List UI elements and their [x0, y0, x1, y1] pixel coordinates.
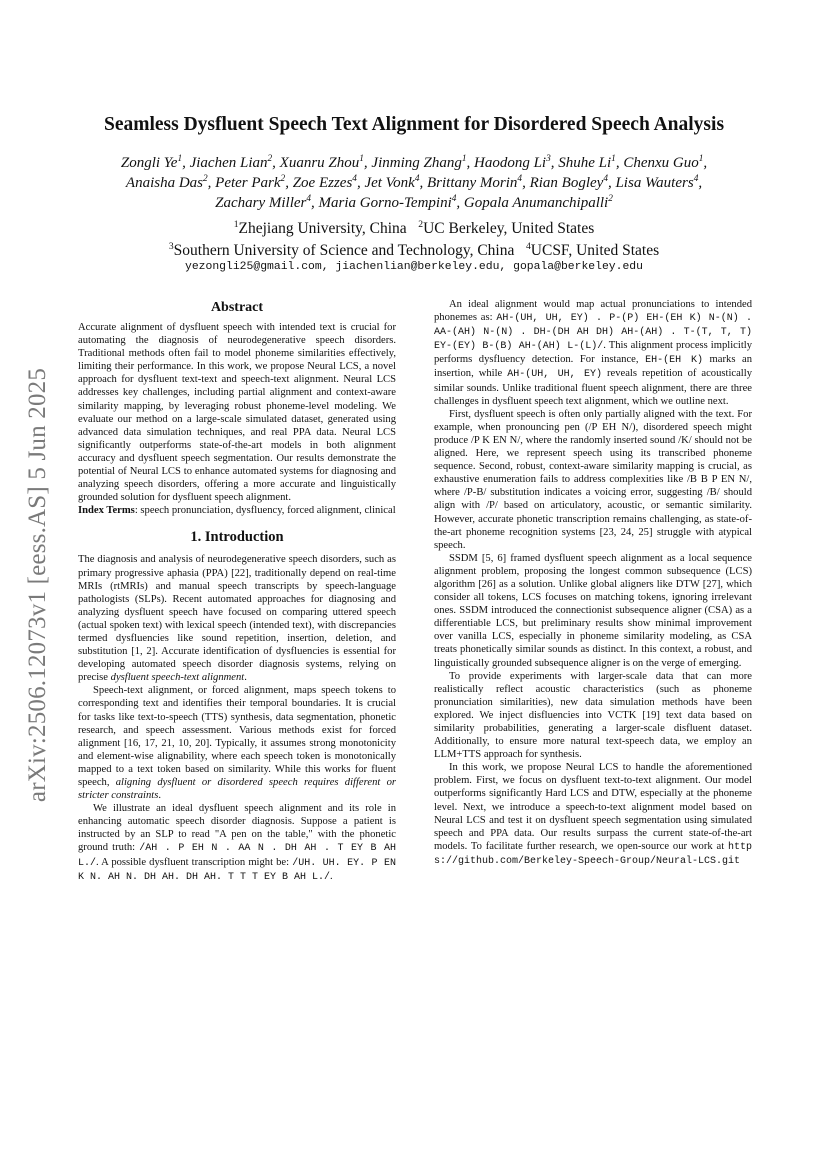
right-paragraph-3: SSDM [5, 6] framed dysfluent speech alignment as a local sequence alignment problem, proposing the longest common subsequence (LCS) algorithm [26] as a solution. Unlike global aligners like DTW [27], which consider all tokens, LCS focuses on matching tokens, ignoring irrelevant ones. SSDM introduced the connectionist subsequence aligner (CSA) as a differentiable LCS, but preliminary results show minimal improvement over vanilla LCS, especially in phoneme similarity modeling, as CSA treats phonetically similar sounds as distinct. In this context, a robust, and linguistically grounded subsequence aligner is on the verge of emerging.	[434, 552, 752, 669]
left-column	[78, 298, 396, 884]
author-line-1: Zongli Ye$^1$, Jiachen Lian$^2$, Xuanru Zhou$^1$, Jinming Zhang$^1$, Haodong Li$^3$, Shuhe Li$^1$, Chenxu Guo$^1$,	[120, 154, 708, 171]
intro-paragraph-1: The diagnosis and analysis of neurodegenerative speech disorders, such as primary progressive aphasia (PPA) [22], traditionally depend on real-time MRIs (rtMRIs) and manual speech transcripts by speech-language pathologists (SLPs). Recent automated approaches for diagnosing and analyzing dysfluent speech have focused on comparing uttered speech (actual spoken text) with lexical speech (intended text), with discrepancies termed dysfluencies like sound repetition, insertion, deletion, and substitution [1, 2]. Accurate identification of dysfluencies is essential for developing automated speech disorder diagnosis systems, relying on precise dysfluent speech-text alignment.	[78, 554, 396, 684]
repository-link[interactable]: https://github.com/Berkeley-Speech-Group/Neural-LCS.git	[434, 841, 752, 867]
right-paragraph-2: First, dysfluent speech is often only partially aligned with the text. For example, when pronouncing pen (/P EH N/), disordered speech might produce /P K EN N/, where the randomly inserted sound /K/ should not be aligned. Here, we represent speech using its transcribed phoneme sequence. Second, robust, context-aware similarity mapping is crucial, as exhaustive enumeration fails to address complexities like /B B P EN N/, where /P-B/ substitution indicates a voicing error, suggesting /B/ should align with /P/ based on articulatory, acoustic, or semantic similarity. However, accurate phonetic transcription remains challenging, as state-of-the-art phoneme recognition systems [23, 24, 25] struggle with atypical speech.	[434, 408, 752, 551]
right-paragraph-4: To provide experiments with larger-scale data that can more realistically reflect acoustic characteristics (such as phoneme pronunciation similarities), new data simulation methods have been explored. We inject disfluencies into VCTK [19] text data based on similarity probabilities, generating a larger-scale disfluent dataset. Additionally, to ensure more natural text-speech data, we employ an LLM+TTS approach for synthesis.	[434, 670, 752, 761]
author-emails: yezongli25@gmail.com, jiachenlian@berkeley.edu, gopala@berkeley.edu	[185, 261, 643, 273]
abstract-text: Accurate alignment of dysfluent speech with intended text is crucial for automating the diagnosis of neurodegenerative speech disorders. Traditional methods often fail to model phoneme similarities effectively, limiting their performance. In this work, we propose Neural LCS, a novel approach for dysfluent text-text and speech-text alignment. Neural LCS addresses key challenges, including partial alignment and context-aware similarity mapping, by leveraging robust phoneme-level modeling. We evaluate our method on a large-scale simulated dataset, generated using advanced data simulation techniques, and real PPA data. Neural LCS significantly outperforms state-of-the-art models in both alignment accuracy and dysfluent speech segmentation. Our results demonstrate the potential of Neural LCS to enhance automated systems for diagnosing and analyzing speech disorders, offering a more accurate and linguistically grounded solution for dysfluent speech alignment.	[78, 322, 396, 504]
intro-paragraph-2: Speech-text alignment, or forced alignment, maps speech tokens to corresponding text and identifies their temporal boundaries. It is crucial for tasks like text-to-speech (TTS) synthesis, data segmentation, phonetic research, and speech assessment. Various methods exist for forced alignment [16, 17, 21, 10, 20]. Typically, it assumes strong monotonicity and element-wise alignability, where each speech token is monotonically mapped to a text token based on similarity. While this works for fluent speech, aligning dysfluent or disordered speech requires different or stricter constraints.	[78, 685, 396, 802]
paper-title: Seamless Dysfluent Speech Text Alignment for Disordered Speech Analysis	[103, 114, 725, 135]
author-line-2: Anaisha Das$^2$, Peter Park$^2$, Zoe Ezzes$^4$, Jet Vonk$^4$, Brittany Morin$^4$, Rian Bogley$^4$, Lisa Wauters$^4$,	[125, 174, 703, 191]
right-paragraph-5: In this work, we propose Neural LCS to handle the aforementioned problem. First, we focus on dysfluent text-to-text alignment. Our model outperforms significantly Hard LCS and DTW, especially at the phoneme level. Next, we introduce a speech-to-text alignment model based on Neural LCS and test it on dysfluent speech segmentation using simulated speech and PPA data. Our results surpass the current state-of-the-art models. To facilitate further research, we open-source our work at https://github.com/Berkeley-Speech-Group/Neural-LCS.git	[434, 762, 752, 867]
author-line-3: Zachary Miller$^4$, Maria Gorno-Tempini$^4$, Gopala Anumanchipalli$^2$	[215, 194, 613, 211]
intro-paragraph-3: We illustrate an ideal dysfluent speech alignment and its role in enhancing automatic speech disorder diagnosis. Suppose a patient is instructed by an SLP to read "A pen on the table," with the phonetic ground truth: /AH . P EH N . AA N . DH AH . T EY B AH L./. A possible dysfluent transcription might be: /UH. UH. EY. P EN K N. AH N. DH AH. DH AH. T T T EY B AH L./.	[78, 803, 397, 883]
right-column	[434, 298, 752, 868]
right-paragraph-1: An ideal alignment would map actual pronunciations to intended phonemes as: AH-(UH, UH, EY) . P-(P) EH-(EH K) N-(N) . AA-(AH) N-(N) . DH-(DH AH DH) AH-(AH) . T-(T, T, T) EY-(EY) B-(B) AH-(AH) L-(L)/. This alignment process implicitly performs dysfluency detection. For instance, EH-(EH K) marks an insertion, while AH-(UH, UH, EY) reveals repetition of acoustically similar sounds. Unlike traditional fluent speech alignment, there are three challenges in dysfluent speech text alignment, which we outline next.	[434, 299, 753, 407]
section-heading-introduction: 1. Introduction	[190, 529, 284, 546]
abstract-heading: Abstract	[210, 300, 264, 315]
affiliation-line-2: $^3$Southern University of Science and Technology, China $^4$UCSF, United States	[168, 240, 660, 259]
affiliation-line-1: $^1$Zhejiang University, China $^2$UC Berkeley, United States	[233, 218, 595, 237]
index-terms: Index Terms: speech pronunciation, dysfluency, forced alignment, clinical	[78, 505, 396, 517]
author-list	[80, 153, 748, 213]
arxiv-side-label: arXiv:2506.12073v1 [eess.AS] 5 Jun 2025	[24, 367, 51, 803]
